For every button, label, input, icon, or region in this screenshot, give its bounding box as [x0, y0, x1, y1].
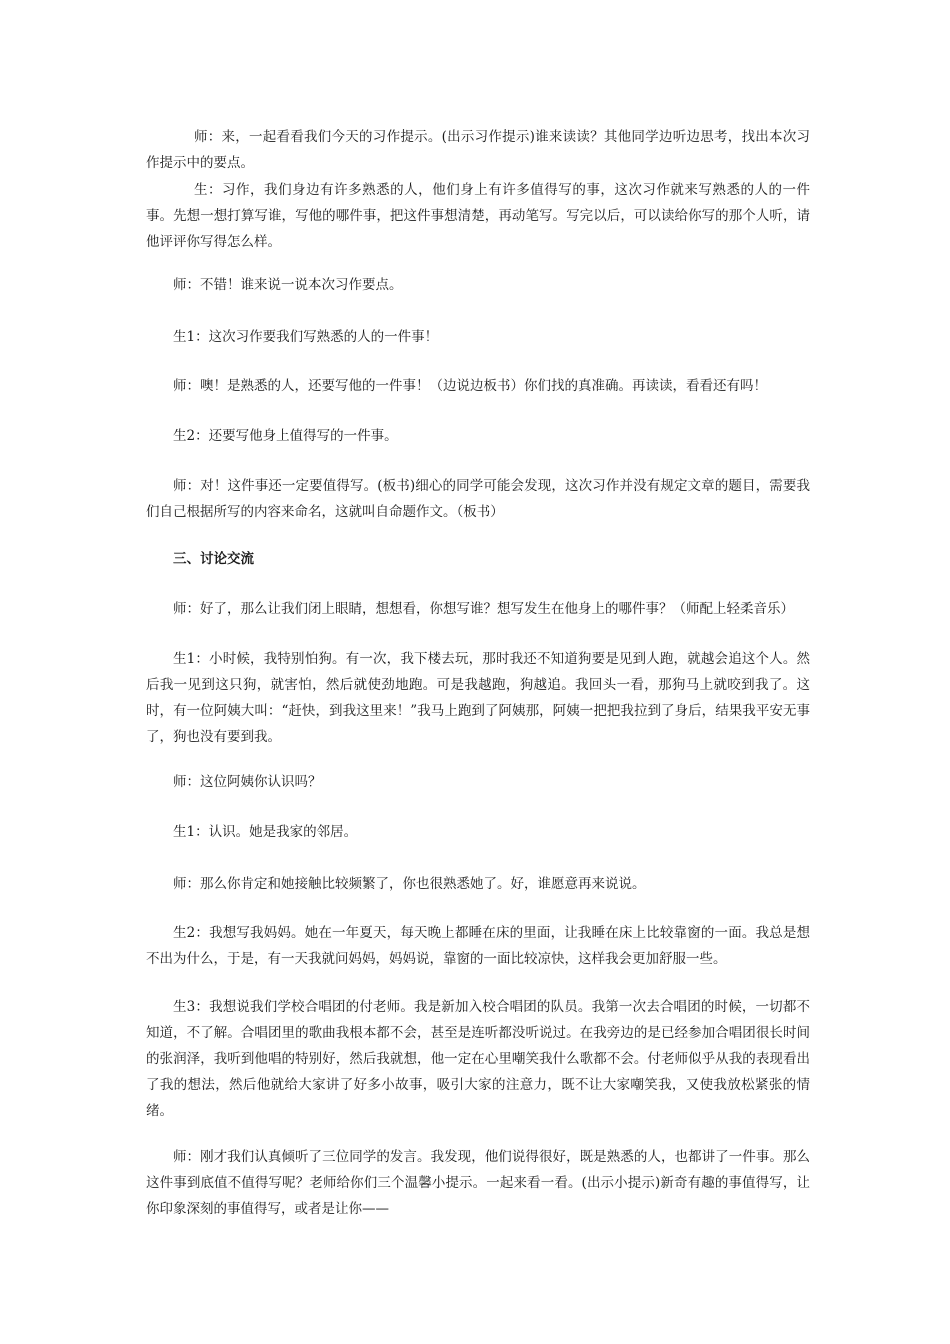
paragraph-1: 师：来，一起看看我们今天的习作提示。(出示习作提示)谁来读读？其他同学边听边思考，找出本次习作提示中的要点。 — [146, 129, 810, 171]
paragraph-9: 生1：小时候，我特别怕狗。有一次，我下楼去玩，那时我还不知道狗要是见到人跑，就越会追这个人。然后我一见到这只狗，就害怕，然后就使劲地跑。可是我越跑，狗越追。我回头一看，那狗马上就咬到我了。这时，有一位阿姨大叫：“赶快，到我这里来！”我马上跑到了阿姨那，阿姨一把把我拉到了身后，结果我平安无事了，狗也没有要到我。 — [146, 651, 810, 745]
paragraph-5: 师：噢！是熟悉的人，还要写他的一件事！（边说边板书）你们找的真准确。再读读，看看还有吗！ — [173, 378, 767, 394]
paragraph-14: 生3：我想说我们学校合唱团的付老师。我是新加入校合唱团的队员。我第一次去合唱团的时候，一切都不知道，不了解。合唱团里的歌曲我根本都不会，甚至是连听都没听说过。在我旁边的是已经参加合唱团很长时间的张润泽，我听到他唱的特别好，然后我就想，他一定在心里嘲笑我什么歌都不会。付老师似乎从我的表现看出了我的想法，然后他就给大家讲了好多小故事，吸引大家的注意力，既不让大家嘲笑我，又使我放松紧张的情绪。 — [146, 999, 810, 1119]
section-heading: 三、讨论交流 — [173, 551, 254, 567]
paragraph-7: 师：对！这件事还一定要值得写。(板书)细心的同学可能会发现，这次习作并没有规定文章的题目，需要我们自己根据所写的内容来命名，这就叫自命题作文。（板书） — [146, 478, 810, 520]
paragraph-15: 师：刚才我们认真倾听了三位同学的发言。我发现，他们说得很好，既是熟悉的人，也都讲了一件事。那么这件事到底值不值得写呢？老师给你们三个温馨小提示。一起来看一看。(出示小提示)新奇有趣的事值得写，让你印象深刻的事值得写，或者是让你—— — [146, 1149, 810, 1217]
paragraph-13: 生2：我想写我妈妈。她在一年夏天，每天晚上都睡在床的里面，让我睡在床上比较靠窗的一面。我总是想不出为什么，于是，有一天我就问妈妈，妈妈说，靠窗的一面比较凉快，这样我会更加舒服一些。 — [146, 925, 810, 967]
paragraph-6: 生2：还要写他身上值得写的一件事。 — [173, 428, 398, 444]
paragraph-4: 生1：这次习作要我们写熟悉的人的一件事！ — [173, 329, 439, 345]
paragraph-8: 师：好了，那么让我们闭上眼睛，想想看，你想写谁？想写发生在他身上的哪件事？（师配上轻柔音乐） — [173, 601, 794, 617]
paragraph-3: 师：不错！谁来说一说本次习作要点。 — [173, 277, 403, 293]
paragraph-10: 师：这位阿姨你认识吗？ — [173, 774, 322, 790]
paragraph-11: 生1：认识。她是我家的邻居。 — [173, 824, 358, 840]
paragraph-2: 生：习作，我们身边有许多熟悉的人，他们身上有许多值得写的事，这次习作就来写熟悉的人的一件事。先想一想打算写谁，写他的哪件事，把这件事想清楚，再动笔写。写完以后，可以读给你写的那个人听，请他评评你写得怎么样。 — [146, 182, 810, 250]
paragraph-12: 师：那么你肯定和她接触比较频繁了，你也很熟悉她了。好，谁愿意再来说说。 — [173, 876, 646, 892]
